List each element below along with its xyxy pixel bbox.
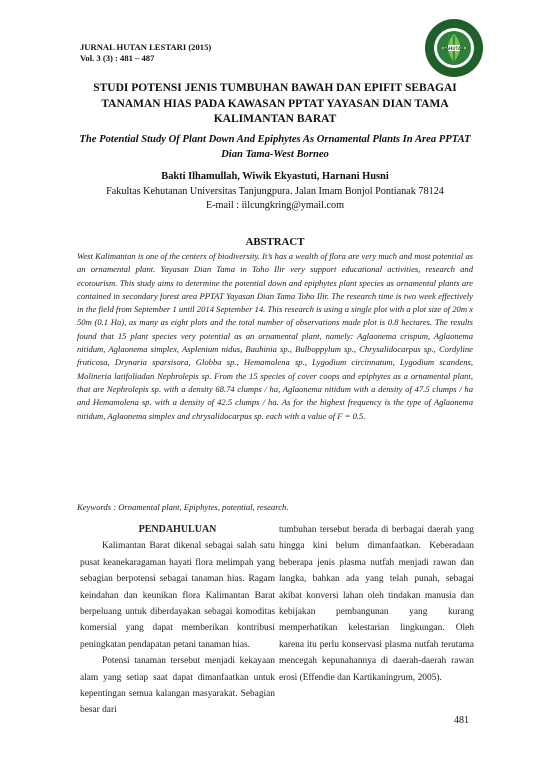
body-column-left	[80, 522, 275, 719]
journal-header	[80, 42, 211, 64]
body-paragraph: Kalimantan Barat dikenal sebagai salah satu pusat keanekaragaman hayati flora melimpah yang sebagian berpotensi sebagai tanaman hias. Ragam keindahan dan keunikan flora Kalimantan Barat berpeluang untuk diberdayakan sebagai komoditas komersial yang dapat memberikan kontribusi peningkatan pendapatan petani tanaman hias.	[80, 541, 275, 650]
university-seal-logo	[424, 18, 484, 78]
paper-subtitle: The Potential Study Of Plant Down And Epiphytes As Ornamental Plants In Area PPTAT Dian Tama-West Borneo	[79, 134, 471, 160]
svg-text:FAHUTAN: FAHUTAN	[443, 46, 465, 51]
abstract-heading: ABSTRACT	[245, 236, 305, 248]
affiliation: Fakultas Kehutanan Universitas Tanjungpura. Jalan Imam Bonjol Pontianak 78124	[106, 186, 444, 197]
body-paragraph: tumbuhan tersebut berada di berbagai daerah yang hingga kini belum dimanfaatkan. Keberadaan beberapa jenis plasma nutfah menjadi rawan dan langka, bahkan ada yang telah punah, sebagai akibat konversi lahan oleh tindakan manusia dan kebijakan pembangunan yang kurang memperhatikan kelestarian lingkungan. Oleh karena itu perlu konservasi plasma nutfah terutama mencegah kepunahannya di daerah-daerah rawan erosi (Effendie dan Kartikaningrum, 2005).	[279, 525, 474, 683]
journal-volume: Vol. 3 (3) : 481 – 487	[80, 53, 155, 63]
email: E-mail : iilcungkring@ymail.com	[205, 200, 345, 211]
authors: Bakti Ilhamullah, Wiwik Ekyastuti, Harnani Husni	[161, 171, 389, 182]
section-heading: PENDAHULUAN	[138, 524, 217, 535]
journal-name: JURNAL HUTAN LESTARI (2015)	[80, 42, 212, 52]
abstract-text: West Kalimantan is one of the centers of biodiversity. It’s has a wealth of flora are very much and most potential as an ornamental plant. Yayasan Dian Tama in Toho Ilir very support educational activities, research and ecotourism. This study aims to determine the potential down and epiphytes plant species as ornamental plants are contained in secondary forest area PPTAT Yayasan Dian Tama Toho Ilir. The research time is two week effectively in the field from September 1 until 2014 September 14. This research is using a single plot with a plot size of 20m x 50m (0.1 Ha), as many as eight plots and the total number of observations made plot is 0.8 hectares. The results found that 15 plant species very potential as an ornamental plant, namely: Aglaonema crispum, Aglaonema nitidum, Aglaonema simplex, Asplenium nidus, Bauhinia sp., Bulboppylum sp., Chrysalidocarpus sp., Cordyline fruticosa, Drynaria sparsisora, Globba sp., Hemamolena sp., Lygodium circinnatum, Lygodium scandens, Molineria latifoliadan Nephrolepis sp. From the 15 species of cover coops and epiphytes as a ornamental plant, that are Nephrolepis sp. with a density 68.74 clumps / ha, Aglaonema nitidum with a density of 47.5 clumps / ha and Hemamolena sp. with a density of 42.5 clumps / ha. As for the highest frequency is the type of Aglaonema nitidum, Aglaonema simplex and chrysalidocarpus sp. each with a value of F = 0.5.	[77, 251, 473, 421]
affiliation-block	[70, 185, 480, 213]
page-number: 481	[454, 715, 469, 726]
keywords: Keywords : Ornamental plant, Epiphytes, potential, research.	[77, 502, 289, 512]
body-column-right	[279, 522, 474, 686]
paper-title: STUDI POTENSI JENIS TUMBUHAN BAWAH DAN EPIFIT SEBAGAI TANAMAN HIAS PADA KAWASAN PPTAT YAYASAN DIAN TAMA KALIMANTAN BARAT	[93, 82, 457, 125]
body-paragraph: Potensi tanaman tersebut menjadi kekayaan alam yang setiap saat dapat dimanfaatkan untuk kepentingan semua kalangan masyarakat. Sebagian besar dari	[80, 656, 275, 716]
seal-icon	[424, 18, 484, 78]
